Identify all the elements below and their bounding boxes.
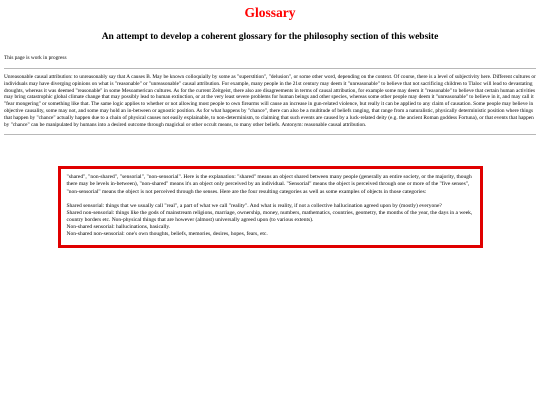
status-note: This page is work in progress [4,55,67,61]
page-title: Glossary [244,5,296,20]
entry-unreasonable-causal-attribution: Unreasonable causal attribution: to unreasonably say that A causes B. May be known colloquially by some as "superstition", "delusion", or some other word, depending on the context. Of course, there is a level of subjectivity here. Different cultures or individuals may have diverging opinions on what is "reasonable" or "unreasonable" causal attribution. For example, many people in the 21st century may deem it "unreasonable" to believe that not sacrificing children to Tlaloc will lead to devastating droughts, whereas it was deemed "reasonable" in some Mesoamerican cultures. As for the current Zeitgeist, there also are disagreements in terms of causal attribution, for example some may deem it "reasonable" to believe that certain human activities may bring catastrophic global climate change that may possibly lead to human extinction, or at the very least severe problems for human beings and other species, whereas some other people may deem it "unreasonable" to believe in it, and may call it "fear mongering" or something like that. The same logic applies to whether or not allowing most people to own firearms will cause an increase in gun-related violence, but really it can be applied to any claim of causation. Some people may believe in objective causality, some may not, and some may hold an in-between or agnostic position. As for what happens by "chance", there can also be a multitude of beliefs ranging, that range from a naturalistic, physically deterministic position where things that happen by "chance" actually happen due to a chain of physical causes not easily explainable, to non-determinism, to claiming that such events are caused by a luck-related deity (e.g. the ancient Roman goddess Fortuna), or that events that happen by "chance" can be manipulated by humans into a desired outcome through magickal or other occult means, to many other beliefs. Antonym: reasonable causal attribution. [4,74,536,128]
entry-shared-sensorial: Shared sensorial: things that we usually call "real", a part of what we call "reality". And what is reality, if not a collective hallucination agreed upon by (mostly) everyone? [66,202,442,209]
entry-shared-intro: "shared", "non-shared", "sensorial", "non-sensorial". Here is the explanation: "shared" means an object shared between many people (generally an entire society, or the majority, though there may be levels in-between), "non-shared" means it's an object only perceived by an individual. "Sensorial" means the object is perceived through one or more of the "five senses", "non-sensorial" means the object is not perceived through the senses. Here are the four resulting categories as well as some examples of objects in those categories: [66,174,472,195]
entry-non-shared-non-sensorial: Non-shared non-sensorial: one's own thoughts, beliefs, memories, desires, hopes, fears, etc. [66,231,268,238]
divider [4,68,536,69]
entry-non-shared-sensorial: Non-shared sensorial: hallucinations, basically. [66,223,171,230]
shared-sensorial-entry-box [58,166,483,248]
divider [4,134,536,135]
entry-shared-non-sensorial: Shared non-sensorial: things like the gods of mainstream religions, marriage, ownership, money, numbers, mathematics, countries, geometry, the months of the year, the days in a week, country borders etc. Non-physical things that are however (almost) universally agreed upon (to various extents). [66,209,473,223]
page-subtitle: An attempt to develop a coherent glossary for the philosophy section of this website [101,32,439,42]
